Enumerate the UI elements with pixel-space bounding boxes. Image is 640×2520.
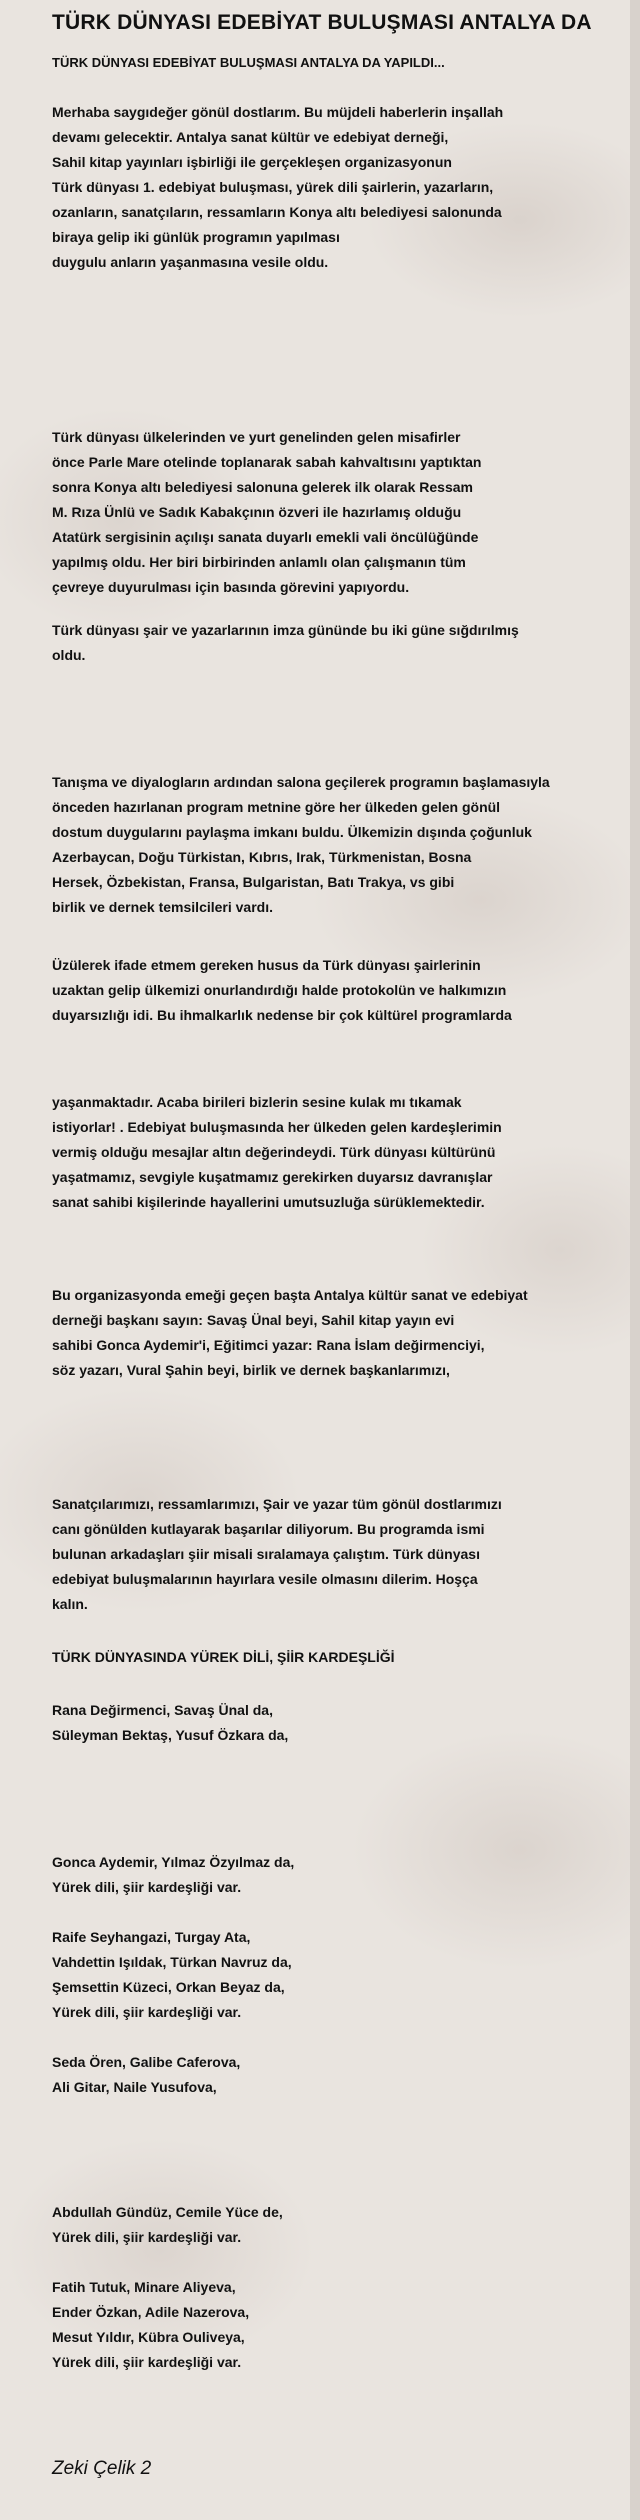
text-line: duygulu anların yaşanmasına vesile oldu.	[52, 254, 329, 270]
text-line: önceden hazırlanan program metnine göre her ülkeden gelen gönül	[52, 799, 501, 815]
text-line: canı gönülden kutlayarak başarılar diliyorum. Bu programda ismi	[52, 1521, 485, 1537]
poem-stanza	[52, 1850, 632, 1900]
paragraph-congrats	[52, 1492, 632, 1617]
text-line: Seda Ören, Galibe Caferova,	[52, 2054, 241, 2070]
poem-stanza	[52, 2275, 632, 2375]
text-line: Atatürk sergisinin açılışı sanata duyarlı emekli vali öncülüğünde	[52, 529, 479, 545]
text-line: Türk dünyası ülkelerinden ve yurt genelinden gelen misafirler	[52, 429, 461, 445]
page-title: TÜRK DÜNYASI EDEBİYAT BULUŞMASI ANTALYA DA	[52, 11, 592, 34]
paragraph-program	[52, 770, 632, 920]
text-line: dostum duygularını paylaşma imkanı buldu. Ülkemizin dışında çoğunluk	[52, 824, 532, 840]
text-line: Yürek dili, şiir kardeşliği var.	[52, 2004, 242, 2020]
text-line: Fatih Tutuk, Minare Aliyeva,	[52, 2279, 236, 2295]
text-line: Yürek dili, şiir kardeşliği var.	[52, 2354, 242, 2370]
text-line: uzaktan gelip ülkemizi onurlandırdığı halde protokolün ve halkımızın	[52, 982, 507, 998]
poem-stanza	[52, 2200, 632, 2250]
text-line: TÜRK DÜNYASINDA YÜREK DİLİ, ŞİİR KARDEŞLİĞİ	[52, 1649, 395, 1665]
paragraph-guests	[52, 425, 632, 600]
poem-stanza	[52, 1698, 632, 1748]
paragraph-messages	[52, 1090, 632, 1215]
text-line: birlik ve dernek temsilcileri vardı.	[52, 899, 273, 915]
text-line: Süleyman Bektaş, Yusuf Özkara da,	[52, 1727, 289, 1743]
text-line: Mesut Yıldır, Kübra Ouliveya,	[52, 2329, 245, 2345]
poem-stanza	[52, 2050, 632, 2100]
text-line: kalın.	[52, 1596, 88, 1612]
text-line: biraya gelip iki günlük programın yapılması	[52, 229, 340, 245]
text-line: Şemsettin Küzeci, Orkan Beyaz da,	[52, 1979, 285, 1995]
text-line: yaşatmamız, sevgiyle kuşatmamız gerekirken duyarsız davranışlar	[52, 1169, 493, 1185]
paragraph-intro	[52, 100, 632, 275]
text-line: çevreye duyurulması için basında görevini yapıyordu.	[52, 579, 410, 595]
text-line: Raife Seyhangazi, Turgay Ata,	[52, 1929, 251, 1945]
subtitle: TÜRK DÜNYASI EDEBİYAT BULUŞMASI ANTALYA DA YAPILDI...	[52, 55, 445, 70]
paragraph-thanks	[52, 1283, 632, 1383]
text-line: Yürek dili, şiir kardeşliği var.	[52, 2229, 242, 2245]
paragraph-signing-day	[52, 618, 632, 668]
text-line: bulunan arkadaşları şiir misali sıralamaya çalıştım. Türk dünyası	[52, 1546, 480, 1562]
text-line: istiyorlar! . Edebiyat buluşmasında her ülkeden gelen kardeşlerimin	[52, 1119, 502, 1135]
text-line: Ender Özkan, Adile Nazerova,	[52, 2304, 250, 2320]
text-line: Abdullah Gündüz, Cemile Yüce de,	[52, 2204, 283, 2220]
text-line: vermiş olduğu mesajlar altın değerindeydi. Türk dünyası kültürünü	[52, 1144, 496, 1160]
paragraph-regret	[52, 953, 632, 1028]
text-line: devamı gelecektir. Antalya sanat kültür ve edebiyat derneği,	[52, 129, 449, 145]
text-line: derneği başkanı sayın: Savaş Ünal beyi, Sahil kitap yayın evi	[52, 1312, 455, 1328]
text-line: M. Rıza Ünlü ve Sadık Kabakçının özveri ile hazırlamış olduğu	[52, 504, 462, 520]
text-line: Tanışma ve diyalogların ardından salona geçilerek programın başlamasıyla	[52, 774, 550, 790]
text-line: duyarsızlığı idi. Bu ihmalkarlık nedense bir çok kültürel programlarda	[52, 1007, 512, 1023]
text-line: yaşanmaktadır. Acaba birileri bizlerin sesine kulak mı tıkamak	[52, 1094, 462, 1110]
text-line: Rana Değirmenci, Savaş Ünal da,	[52, 1702, 273, 1718]
text-line: söz yazarı, Vural Şahin beyi, birlik ve dernek başkanlarımızı,	[52, 1362, 450, 1378]
signature: Zeki Çelik 2	[52, 2458, 152, 2479]
text-line: Sanatçılarımızı, ressamlarımızı, Şair ve yazar tüm gönül dostlarımızı	[52, 1496, 502, 1512]
text-line: Azerbaycan, Doğu Türkistan, Kıbrıs, Irak, Türkmenistan, Bosna	[52, 849, 472, 865]
text-line: Üzülerek ifade etmem gereken husus da Türk dünyası şairlerinin	[52, 957, 481, 973]
text-line: Türk dünyası şair ve yazarlarının imza gününde bu iki güne sığdırılmış	[52, 622, 519, 638]
text-line: edebiyat buluşmalarının hayırlara vesile olmasını dilerim. Hoşça	[52, 1571, 478, 1587]
right-edge-strip	[630, 0, 640, 2520]
text-line: Türk dünyası 1. edebiyat buluşması, yürek dili şairlerin, yazarların,	[52, 179, 494, 195]
text-line: sahibi Gonca Aydemir'i, Eğitimci yazar: Rana İslam değirmenciyi,	[52, 1337, 485, 1353]
text-line: Gonca Aydemir, Yılmaz Özyılmaz da,	[52, 1854, 295, 1870]
text-line: Vahdettin Işıldak, Türkan Navruz da,	[52, 1954, 292, 1970]
poem-title	[52, 1645, 632, 1670]
text-line: Sahil kitap yayınları işbirliği ile gerçekleşen organizasyonun	[52, 154, 452, 170]
text-line: önce Parle Mare otelinde toplanarak sabah kahvaltısını yaptıktan	[52, 454, 482, 470]
text-line: oldu.	[52, 647, 86, 663]
poem-stanza	[52, 1925, 632, 2025]
text-line: Bu organizasyonda emeği geçen başta Antalya kültür sanat ve edebiyat	[52, 1287, 528, 1303]
text-line: Hersek, Özbekistan, Fransa, Bulgaristan, Batı Trakya, vs gibi	[52, 874, 455, 890]
text-line: yapılmış oldu. Her biri birbirinden anlamlı olan çalışmanın tüm	[52, 554, 466, 570]
text-line: ozanların, sanatçıların, ressamların Konya altı belediyesi salonunda	[52, 204, 502, 220]
text-line: sonra Konya altı belediyesi salonuna gelerek ilk olarak Ressam	[52, 479, 473, 495]
text-line: Merhaba saygıdeğer gönül dostlarım. Bu müjdeli haberlerin inşallah	[52, 104, 504, 120]
text-line: Ali Gitar, Naile Yusufova,	[52, 2079, 217, 2095]
text-line: sanat sahibi kişilerinde hayallerini umutsuzluğa sürüklemektedir.	[52, 1194, 485, 1210]
text-line: Yürek dili, şiir kardeşliği var.	[52, 1879, 242, 1895]
